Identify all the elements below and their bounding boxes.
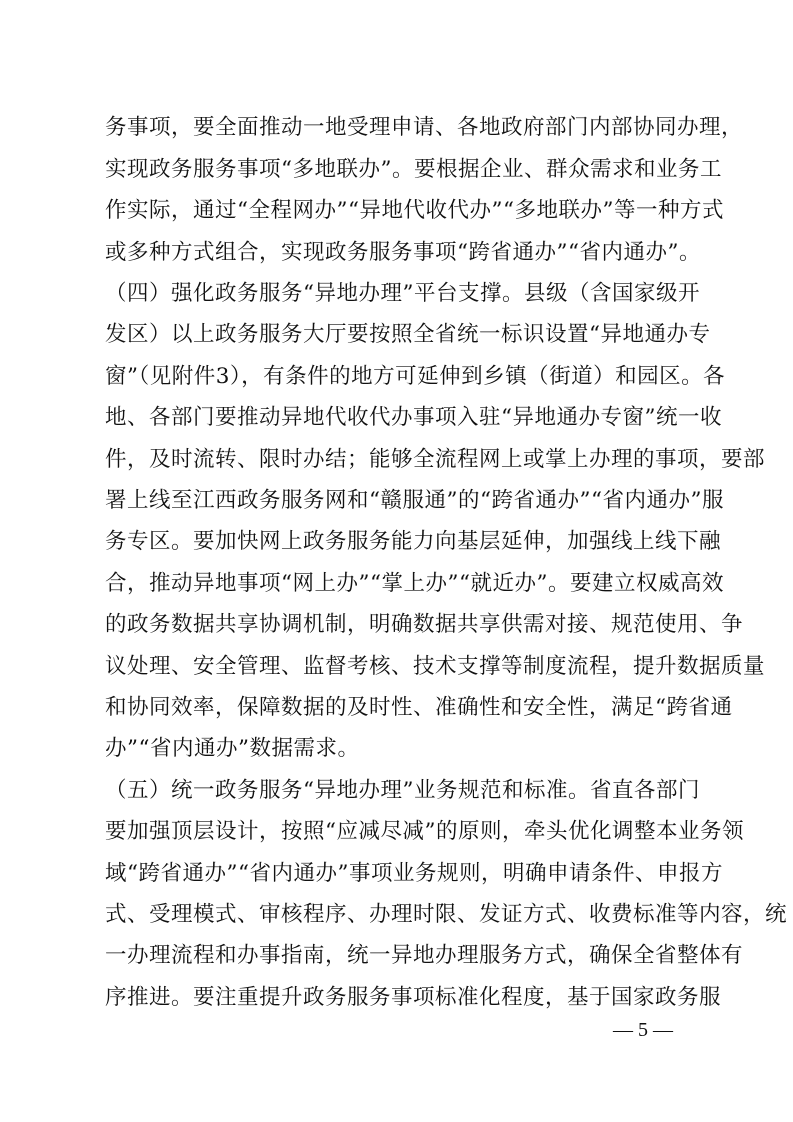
body-text-line: 域“跨省通办”“省内通办”事项业务规则，明确申请条件、申报方 (105, 861, 723, 886)
body-text-line: 序推进。要注重提升政务服务事项标准化程度，基于国家政务服 (105, 985, 722, 1010)
body-text-line: 务专区。要加快网上政务服务能力向基层延伸，加强线上线下融 (105, 529, 722, 554)
body-text-line: 或多种方式组合，实现政务服务事项“跨省通办”“省内通办”。 (105, 240, 701, 265)
body-text-line: 一办理流程和办事指南，统一异地办理服务方式，确保全省整体有 (105, 943, 744, 968)
body-text-line: 的政务数据共享协调机制，明确数据共享供需对接、规范使用、争 (105, 612, 744, 637)
body-text-line: 地、各部门要推动异地代收代办事项入驻“异地通办专窗”统一收 (105, 405, 722, 430)
body-text-line: 务事项，要全面推动一地受理申请、各地政府部门内部协同办理， (105, 115, 744, 140)
body-text-line: 和协同效率，保障数据的及时性、准确性和安全性，满足“跨省通 (105, 695, 733, 720)
body-text-line: 署上线至江西政务服务网和“赣服通”的“跨省通办”“省内通办”服 (105, 488, 724, 513)
body-text-line: 实现政务服务事项“多地联办”。要根据企业、群众需求和业务工 (105, 157, 722, 182)
body-text-line: 作实际，通过“全程网办”“异地代收代办”“多地联办”等一种方式 (105, 198, 724, 223)
body-text-line: 要加强顶层设计，按照“应减尽减”的原则，牵头优化调整本业务领 (105, 819, 744, 844)
body-text-line: 合，推动异地事项“网上办”“掌上办”“就近办”。要建立权威高效 (105, 571, 724, 596)
page-number: — 5 — (613, 1019, 673, 1041)
body-text-line: 窗”（见附件3），有条件的地方可延伸到乡镇（街道）和园区。各 (105, 364, 726, 389)
section-heading-line: （四）强化政务服务“异地办理”平台支撑。县级（含国家级开 (105, 281, 700, 306)
body-text-line: 议处理、安全管理、监督考核、技术支撑等制度流程，提升数据质量 (105, 654, 766, 679)
section-heading-line: （五）统一政务服务“异地办理”业务规范和标准。省直各部门 (105, 778, 700, 803)
body-text-line: 件，及时流转、限时办结；能够全流程网上或掌上办理的事项，要部 (105, 447, 766, 472)
body-text-line: 办”“省内通办”数据需求。 (105, 736, 360, 761)
body-text-line: 式、受理模式、审核程序、办理时限、发证方式、收费标准等内容，统 (105, 902, 788, 927)
body-text-line: 发区）以上政务服务大厅要按照全省统一标识设置“异地通办专 (105, 322, 711, 347)
